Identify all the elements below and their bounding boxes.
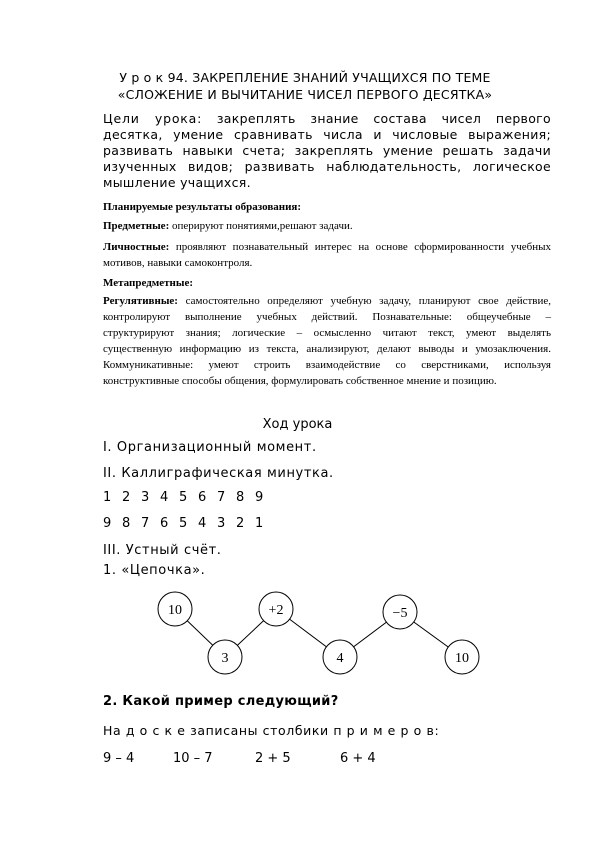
digit: 3 xyxy=(141,490,150,505)
digit: 4 xyxy=(160,490,169,505)
lesson-title-line2: «СЛОЖЕНИЕ И ВЫЧИТАНИЕ ЧИСЕЛ ПЕРВОГО ДЕСЯТКА» xyxy=(117,87,493,102)
regulative-text: самостоятельно определяют учебную задачу, планируют свое действие, контролируют выполнение учебных действий. Познавательные: общеучебные – структурируют знания; логические – осмысленно читают текст, умеют выделять существенную информацию из текста, анализируют, делают выводы и умозаключения. Коммуникативные: умеют строить взаимодействие со сверстниками, используя конструктивные способы общения, формулировать собственное мнение и позицию. xyxy=(103,295,551,387)
chain-node-label: 10 xyxy=(455,651,469,666)
goals-label: Цели урока: xyxy=(103,111,203,126)
digit: 5 xyxy=(179,490,188,505)
digit: 9 xyxy=(103,516,112,531)
chain-node-label: −5 xyxy=(392,606,408,621)
chain-node-label: 3 xyxy=(221,651,229,666)
digit: 9 xyxy=(255,490,264,505)
section-oral-counting: III. Устный счёт. xyxy=(103,543,222,558)
digit: 6 xyxy=(160,516,169,531)
digit: 5 xyxy=(179,516,188,531)
board-description: На д о с к е записаны столбики п р и м е р о в: xyxy=(103,723,440,738)
digit: 2 xyxy=(122,490,131,505)
digit: 7 xyxy=(141,516,150,531)
digit: 3 xyxy=(217,516,226,531)
meta-label: Метапредметные: xyxy=(103,277,194,289)
lesson-title-line1: У р о к 94. ЗАКРЕПЛЕНИЕ ЗНАНИЙ УЧАЩИХСЯ ПО ТЕМЕ xyxy=(119,70,491,85)
digit: 1 xyxy=(103,490,112,505)
chain-node-label: +2 xyxy=(268,603,284,618)
personal-label: Личностные: xyxy=(103,241,170,253)
example: 6 + 4 xyxy=(340,751,376,766)
course-heading: Ход урока xyxy=(262,417,333,432)
personal-text: проявляют познавательный интерес на основе сформированности учебных мотивов, навыки самоконтроля. xyxy=(103,241,551,269)
section-organizational: I. Организационный момент. xyxy=(103,440,317,455)
example: 2 + 5 xyxy=(255,751,291,766)
digit: 7 xyxy=(217,490,226,505)
goals-text: закреплять знание состава чисел первого десятка, умение сравнивать числа и числовые выражения; развивать навыки счета; закреплять умение решать задачи изученных видов; развивать наблюдательность, логическое мышление учащихся. xyxy=(103,111,551,190)
subject-label: Предметные: xyxy=(103,220,170,232)
digit: 8 xyxy=(236,490,245,505)
digit: 1 xyxy=(255,516,264,531)
digit: 6 xyxy=(198,490,207,505)
digit: 4 xyxy=(198,516,207,531)
task-next-example-title: 2. Какой пример следующий? xyxy=(103,694,339,709)
chain-node-label: 4 xyxy=(336,651,344,666)
chain-node-label: 10 xyxy=(168,603,182,618)
example: 10 – 7 xyxy=(173,751,213,766)
regulative-label: Регулятивные: xyxy=(103,295,178,307)
digit: 8 xyxy=(122,516,131,531)
example: 9 – 4 xyxy=(103,751,135,766)
task-chain-title: 1. «Цепочка». xyxy=(103,563,206,578)
section-calligraphy: II. Каллиграфическая минутка. xyxy=(103,466,334,481)
subject-text: оперируют понятиями,решают задачи. xyxy=(169,220,353,232)
digit: 2 xyxy=(236,516,245,531)
planned-results-heading-text: Планируемые результаты образования: xyxy=(103,201,302,213)
